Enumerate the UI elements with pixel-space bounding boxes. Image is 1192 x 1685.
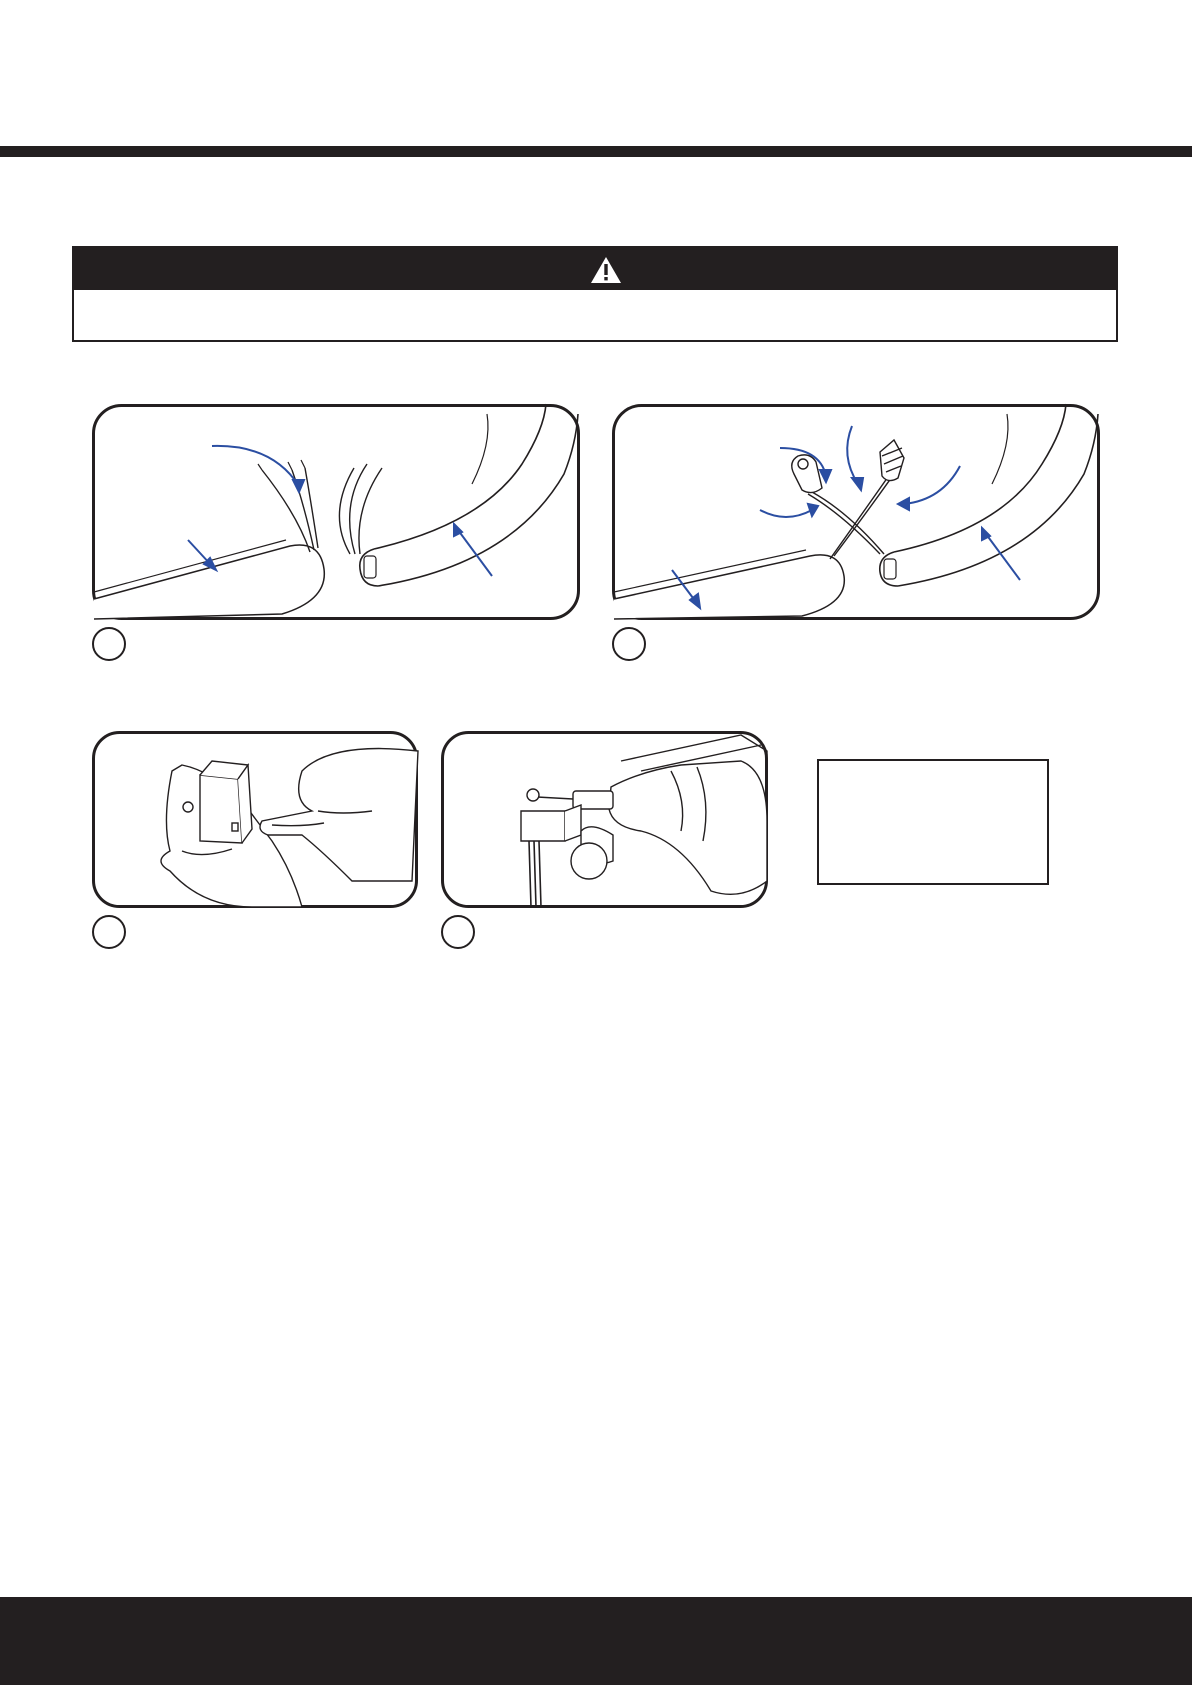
note-box bbox=[817, 759, 1049, 885]
header-rule bbox=[0, 146, 1192, 157]
warning-box bbox=[72, 246, 1118, 342]
step-1-illustration bbox=[92, 404, 580, 620]
step-3-illustration bbox=[92, 731, 418, 908]
step-2-circle bbox=[612, 627, 646, 661]
step-1-circle bbox=[92, 627, 126, 661]
warning-header bbox=[74, 248, 1116, 290]
step-2-illustration bbox=[612, 404, 1100, 620]
step-4-circle bbox=[441, 915, 475, 949]
footer-bar bbox=[0, 1597, 1192, 1685]
step-4-illustration bbox=[441, 731, 768, 908]
step-3-circle bbox=[92, 915, 126, 949]
warning-triangle-icon bbox=[590, 256, 622, 284]
